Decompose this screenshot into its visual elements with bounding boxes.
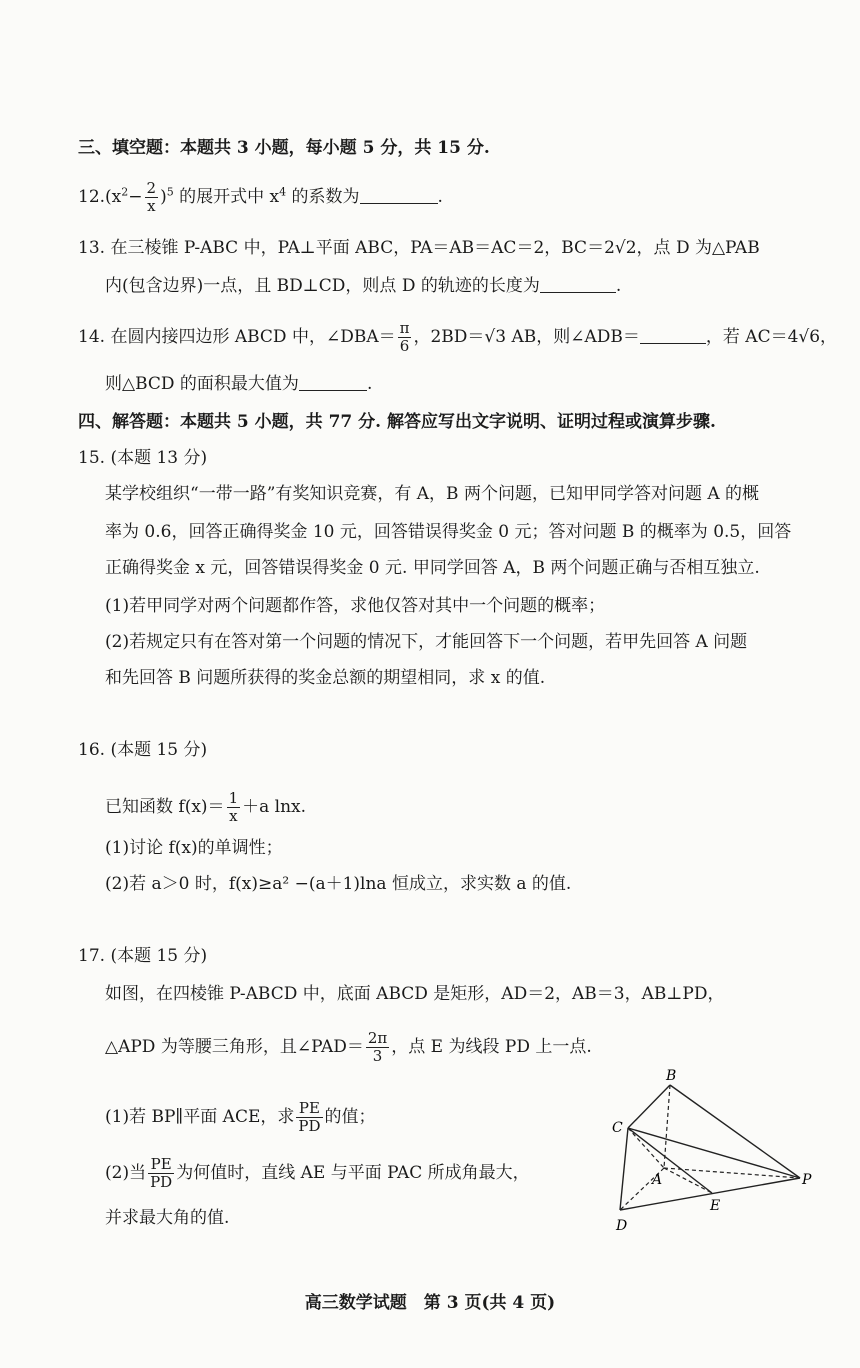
label-A: A xyxy=(652,1172,663,1188)
q14-text2: ，2BD＝√3 AB，则∠ADB＝ xyxy=(413,327,640,347)
label-B: B xyxy=(666,1068,677,1084)
edge-CE xyxy=(628,1128,712,1193)
q16-text2: ＋a lnx. xyxy=(242,797,307,817)
edge-CD xyxy=(620,1128,628,1210)
q14-text3: ，若 AC＝4√6， xyxy=(705,327,838,347)
edge-AE xyxy=(664,1168,712,1193)
q15-para1: 某学校组织“一带一路”有奖知识竞赛，有 A，B 两个问题，已知甲同学答对问题 A 的概 xyxy=(105,484,760,504)
edge-BC xyxy=(628,1085,670,1128)
q15-sub2b: 和先回答 B 问题所获得的奖金总额的期望相同，求 x 的值. xyxy=(105,668,546,688)
q16-fraction: $\frac{1}{x}$ xyxy=(228,789,239,825)
question-14-line1 xyxy=(78,319,838,355)
question-17-title: 17. (本题 15 分) xyxy=(78,946,208,966)
q12-paren: ) xyxy=(160,187,167,207)
question-14-line2 xyxy=(105,372,826,396)
q15-sub1: (1)若甲同学对两个问题都作答，求他仅答对其中一个问题的概率； xyxy=(105,596,606,616)
q17-fraction: $\frac{2\pi}{3}$ xyxy=(367,1029,388,1065)
q12-answer-blank[interactable] xyxy=(360,185,438,204)
q12-x-exp: 4 xyxy=(279,185,287,199)
q16-text1: 已知函数 f(x)＝ xyxy=(105,797,225,817)
q16-sub1: (1)讨论 f(x)的单调性； xyxy=(105,838,283,858)
q12-text2: 的系数为 xyxy=(286,187,360,207)
question-16-title: 16. (本题 15 分) xyxy=(78,740,208,760)
q13-period: . xyxy=(615,276,622,296)
pyramid-figure xyxy=(600,1060,820,1240)
q17-sub1-end: 的值； xyxy=(324,1107,376,1127)
page-footer: 高三数学试题 第 3 页(共 4 页) xyxy=(304,1293,556,1313)
q12-number: 12. xyxy=(78,187,106,207)
label-P: P xyxy=(802,1172,812,1188)
edge-AP xyxy=(664,1168,800,1178)
q13-text: 内(包含边界)一点，且 BD⊥CD，则点 D 的轨迹的长度为 xyxy=(105,276,540,296)
q16-para1 xyxy=(105,790,826,825)
q12-expr: (x xyxy=(105,187,122,207)
section3-heading: 三、填空题：本题共 3 小题，每小题 5 分，共 15 分. xyxy=(78,138,490,158)
q12-minus: − xyxy=(128,187,143,207)
q14-period: . xyxy=(366,374,373,394)
q12-power: 5 xyxy=(166,185,174,199)
edge-BP xyxy=(670,1085,800,1178)
edge-CA xyxy=(628,1128,664,1168)
label-C: C xyxy=(612,1120,623,1136)
q13-answer-blank[interactable] xyxy=(540,274,616,293)
q14-text4: 则△BCD 的面积最大值为 xyxy=(105,374,299,394)
section4-heading: 四、解答题：本题共 5 小题，共 77 分. 解答应写出文字说明、证明过程或演算步骤. xyxy=(78,412,716,432)
q15-sub2a: (2)若规定只有在答对第一个问题的情况下，才能回答下一个问题，若甲先回答 A 问题 xyxy=(105,632,748,652)
label-D: D xyxy=(616,1218,628,1234)
q17-sub2-fraction: $\frac{PE}{PD}$ xyxy=(150,1155,173,1191)
q12-text: 的展开式中 x xyxy=(173,187,280,207)
q12-fraction: $\frac{2}{x}$ xyxy=(146,179,157,215)
question-13-line1: 13. 在三棱锥 P-ABC 中，PA⊥平面 ABC，PA＝AB＝AC＝2，BC＝2√2，点 D 为△PAB xyxy=(78,238,760,258)
q17-sub2-text: (2)当 xyxy=(105,1163,147,1183)
q16-sub2: (2)若 a＞0 时，f(x)≥a² −(a＋1)lna 恒成立，求实数 a 的值. xyxy=(105,874,572,894)
q12-exp: 2 xyxy=(121,185,129,199)
label-E: E xyxy=(710,1198,721,1214)
question-15-title: 15. (本题 13 分) xyxy=(78,448,208,468)
q15-para2: 率为 0.6，回答正确得奖金 10 元，回答错误得奖金 0 元；答对问题 B 的概率为 0.5，回答 xyxy=(105,522,792,542)
q17-sub1-fraction: $\frac{PE}{PD}$ xyxy=(298,1099,321,1135)
q17-para1: 如图，在四棱锥 P-ABCD 中，底面 ABCD 是矩形，AD＝2，AB＝3，AB⊥PD， xyxy=(105,984,725,1004)
q17-text1: △APD 为等腰三角形，且∠PAD＝ xyxy=(105,1037,364,1057)
q17-sub3: 并求最大角的值. xyxy=(105,1208,230,1228)
q14-text1: 14. 在圆内接四边形 ABCD 中，∠DBA＝ xyxy=(78,327,396,347)
question-13-line2 xyxy=(105,274,826,298)
edge-CP xyxy=(628,1128,800,1178)
edge-BA xyxy=(664,1085,670,1168)
q17-text2: ，点 E 为线段 PD 上一点. xyxy=(391,1037,592,1057)
q17-sub1-text: (1)若 BP∥平面 ACE，求 xyxy=(105,1107,295,1127)
question-12 xyxy=(78,180,826,215)
q14-answer-blank-1[interactable] xyxy=(640,325,706,344)
q14-answer-blank-2[interactable] xyxy=(299,372,367,391)
q17-sub2-end: 为何值时，直线 AE 与平面 PAC 所成角最大， xyxy=(176,1163,530,1183)
q15-para3: 正确得奖金 x 元，回答错误得奖金 0 元. 甲同学回答 A，B 两个问题正确与否相互独立. xyxy=(105,558,760,578)
q12-period: . xyxy=(437,187,443,207)
q14-fraction: $\frac{\pi}{6}$ xyxy=(399,319,410,355)
